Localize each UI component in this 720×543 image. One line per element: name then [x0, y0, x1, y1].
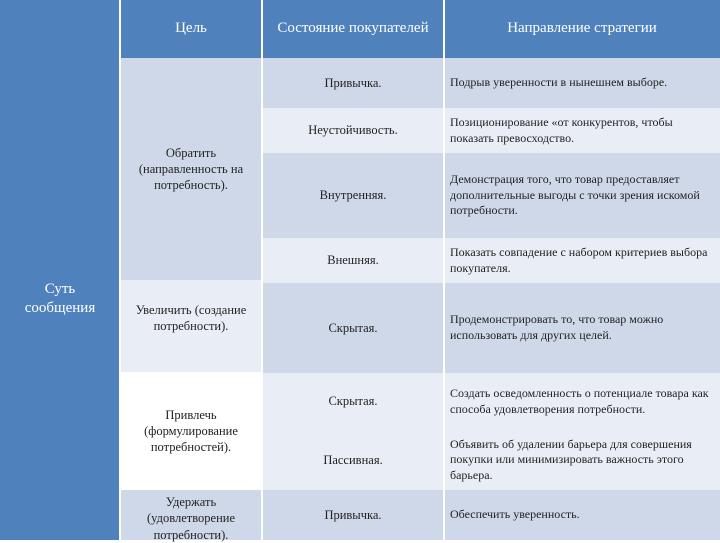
table-row-3-direction: Демонстрация того, что товар предоставляет дополнительные выгоды с точки зрения искомой потребности. [444, 153, 720, 238]
column-divider-1 [119, 0, 121, 540]
header-goal: Цель [120, 0, 262, 58]
table-row-5-direction: Продемонстрировать то, что товар можно использовать для других целей. [444, 283, 720, 373]
table-row-6-direction: Создать осведомленность о потенциале товара как способа удовлетворения потребности. [444, 373, 720, 430]
goal-draw: Привлечь (формулирование потребностей). [120, 372, 262, 490]
column-divider-2 [261, 0, 263, 540]
table-row-8-direction: Обеспечить уверенность. [444, 490, 720, 540]
table-row-8-state: Привычка. [262, 490, 444, 540]
table-row-4-direction: Показать совпадение с набором критериев выбора покупателя. [444, 238, 720, 283]
header-corner [0, 0, 120, 58]
header-state: Состояние покупателей [262, 0, 444, 58]
table-row-1-state: Привычка. [262, 58, 444, 108]
goal-increase: Увеличить (создание потребности). [120, 280, 262, 372]
goal-attract-attention: Обратить (направленность на потребность). [120, 58, 262, 280]
goal-retain: Удержать (удовлетворение потребности). [120, 490, 262, 540]
table-row-1-direction: Подрыв уверенности в нынешнем выборе. [444, 58, 720, 108]
column-divider-3 [443, 0, 445, 540]
table-row-2-direction: Позиционирование «от конкурентов, чтобы показать превосходство. [444, 108, 720, 153]
table-row-7-state: Пассивная. [262, 430, 444, 490]
table-row-4-state: Внешняя. [262, 238, 444, 283]
table-row-3-state: Внутренняя. [262, 153, 444, 238]
table-row-6-state: Скрытая. [262, 373, 444, 430]
side-label: Суть сообщения [0, 58, 120, 540]
table-row-5-state: Скрытая. [262, 283, 444, 373]
header-direction: Направление стратегии [444, 0, 720, 58]
table-row-2-state: Неустойчивость. [262, 108, 444, 153]
table-row-7-direction: Объявить об удалении барьера для совершения покупки или минимизировать важность этого барьера. [444, 430, 720, 490]
